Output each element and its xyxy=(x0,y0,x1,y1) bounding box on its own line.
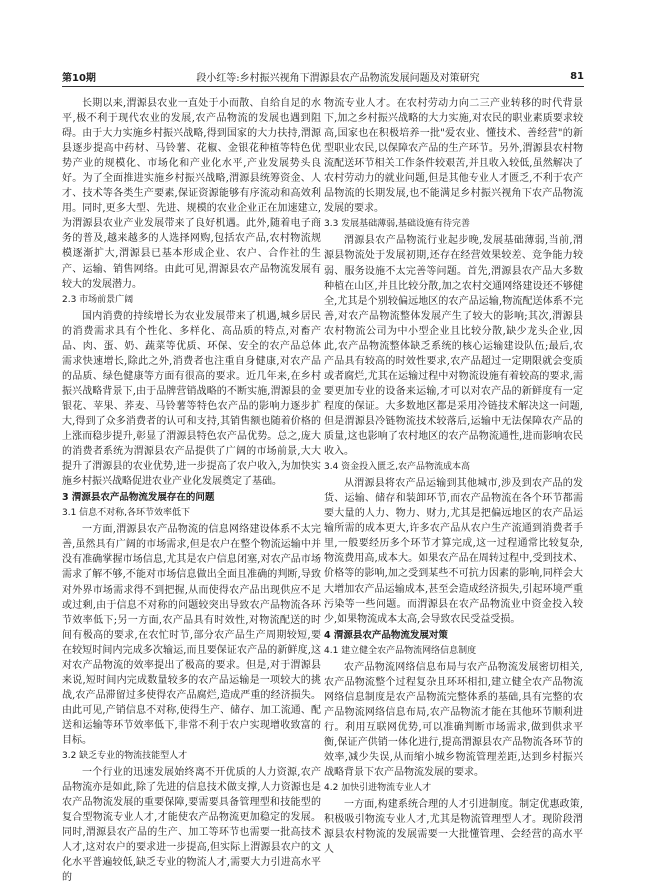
section-heading-3-3: 3.3 发展基础薄弱,基础设施有待完善 xyxy=(324,219,471,230)
section-heading-3-1: 3.1 信息不对称,各环节效率低下 xyxy=(62,508,191,519)
header-rule xyxy=(62,86,584,87)
paragraph: 物流专业人才。在农村劳动力向二三产业转移的时代背景下,加之乡村振兴战略的大力实施,对农民的职业素质要求较高,国家也在积极培养一批"爱农业、懂技术、善经营"的新型职业农民,以保障农产品的生产环节。另外,渭源县农村物流配送环节相关工作条件较艰苦,并且收入较低,虽然解决了农村劳动力的就业问题,但是其他专业人才匮乏,不利于农产品物流的长期发展,也不能满足乡村振兴视角下农产品物流发展的要求。 xyxy=(324,98,583,215)
issue-number: 第10期 xyxy=(62,72,96,84)
section-heading-3-2: 3.2 缺乏专业的物流技能型人才 xyxy=(62,751,188,762)
paragraph: 从渭源县将农产品运输到其他城市,涉及到农产品的发货、运输、储存和装卸环节,而农产品物流在各个环节都需要大量的人力、物力、财力,尤其是把偏远地区的农产品运输所需的成本更大,许多农产品从农户生产流通到消费者手里,一般要经历多个环节才算完成,这一过程通常比较复杂,物流费用高,成本大。如果农产品在周转过程中,受到技术、价格等的影响,加之受到某些不可抗力因素的影响,同样会大大增加农产品运输成本,甚至会造成经济损失,引起环境严重污染等一些问题。而渭源县在农产品物流业中资金投入较少,如果物流成本太高,会导致农民受益受损。 xyxy=(324,478,583,625)
running-header xyxy=(62,68,584,84)
right-column xyxy=(324,96,583,866)
section-heading-3-4: 3.4 资金投入匮乏,农产品物流成本高 xyxy=(324,462,471,473)
section-heading-4-1: 4.1 建立健全农产品物流网络信息制度 xyxy=(324,645,477,656)
left-column xyxy=(62,96,321,884)
page-number: 81 xyxy=(570,70,584,82)
running-title: 段小红等:乡村振兴视角下渭源县农产品物流发展问题及对策研究 xyxy=(196,72,480,84)
paragraph: 长期以来,渭源县农业一直处于小而散、自给自足的水平,极不利于现代农业的发展,农产品物流的发展也遇到阻碍。由于大力实施乡村振兴战略,得到国家的大力扶持,渭源县逐步提高中药材、马铃薯、花椒、金银花种植等特色优势产业的规模化、市场化和产业化水平,产业发展势头良好。为了全面推进实施乡村振兴战略,渭源县统筹资金、人才、技术等各类生产要素,保证资源能够有序流动和高效利用。同时,更多大型、先进、规模的农业企业正在加速建立,为渭源县农业产业发展带来了良好机遇。此外,随着电子商务的普及,越来越多的人选择网购,包括农产品,农村物流规模逐渐扩大,渭源县已基本形成企业、农户、合作社的生产、运输、销售网络。由此可见,渭源县农产品物流发展有较大的发展潜力。 xyxy=(62,98,321,290)
paragraph: 一方面,构建系统合理的人才引进制度。制定优惠政策,积极吸引物流专业人才,尤其是物流管理型人才。现阶段渭源县农村物流的发展需要一大批懂管理、会经营的高水平人 xyxy=(324,799,583,856)
section-heading-2-3: 2.3 市场前景广阔 xyxy=(62,294,134,305)
paragraph: 一方面,渭源县农产品物流的信息网络建设体系不太完善,虽然具有广阔的市场需求,但是农户在整个物流运输中并没有准确掌握市场信息,尤其是农户信息闭塞,对农产品市场需求了解不够,不能对市场信息做出全面且准确的判断,导致对外界市场需求得不到把握,从而使得农产品出现供应不足或过剩,由于信息不对称的问题较突出导致农产品物流各环节效率低下;另一方面,农产品具有时效性,对物流配送的时间有极高的要求,在农忙时节,部分农产品生产周期较短,要在较短时间内完成多次输运,而且要保证农产品的新鲜度,这对农产品物流的效率提出了极高的要求。但是,对于渭源县来说,短时间内完成数量较多的农产品运输是一项较大的挑战,农产品滞留过多使得农产品腐烂,造成严重的经济损失。由此可见,产销信息不对称,使得生产、储存、加工流通、配送和运输等环节效率低下,非常不利于农户实现增收致富的目标。 xyxy=(62,524,321,746)
section-heading-4: 4 渭源县农产品物流发展对策 xyxy=(324,629,448,641)
paragraph: 一个行业的迅速发展始终离不开优质的人力资源,农产品物流亦是如此,除了先进的信息技术做支撑,人力资源也是农产品物流发展的重要保障,要需要具备管理型和技能型的复合型物流专业人才,才能使农产品物流更加稳定的发展。同时,渭源县农产品的生产、加工等环节也需要一批高技术人才,这对农户的要求进一步提高,但实际上渭源县农户的文化水平普遍较低,缺乏专业的物流人才,需要大力引进高水平的 xyxy=(62,767,321,884)
paragraph: 农产品物流网络信息布局与农产品物流发展密切相关,农产品物流整个过程复杂且环环相扣,建立健全农产品物流网络信息制度是农产品物流完整体系的基础,具有完整的农产品物流网络信息布局,农产品物流才能在其他环节顺利进行。利用互联网优势,可以准确判断市场需求,做到供求平衡,保证产供销一体化进行,提高渭源县农产品物流各环节的效率,减少失误,从而缩小城乡物流管理差距,达到乡村振兴战略背景下农产品物流发展的要求。 xyxy=(324,661,583,779)
section-heading-3: 3 渭源县农产品物流发展存在的问题 xyxy=(62,492,215,504)
section-heading-4-2: 4.2 加快引进物流专业人才 xyxy=(324,783,432,794)
paragraph: 国内消费的持续增长为农业发展带来了机遇,城乡居民的消费需求具有个性化、多样化、高品质的特点,对畜产品、肉、蛋、奶、蔬菜等优质、环保、安全的农产品总体需求快速增长,除此之外,消费者也注重自身健康,对农产品的品质、绿色健康等方面有很高的要求。近几年来,在乡村振兴战略背景下,由于品牌营销战略的不断实施,渭源县的金银花、苹果、荞麦、马铃薯等特色农产品的影响力逐步扩大,得到了众多消费者的认可和支持,其销售额也随着价格的上涨而稳步提升,彰显了渭源县特色农产品优势。总之,庞大的消费者系统为渭源县农产品提供了广阔的市场前景,大大提升了渭源县的农业优势,进一步提高了农户收入,为加快实施乡村振兴战略促进农业产业化发展奠定了基础。 xyxy=(62,310,321,488)
paragraph: 渭源县农产品物流行业起步晚,发展基础薄弱,当前,渭源县物流处于发展初期,还存在经营效果较差、竞争能力较弱、服务设施不太完善等问题。首先,渭源县农产品大多数种植在山区,并且比较分散,加之农村交通网络建设还不够健全,尤其是个别较偏远地区的农产品运输,物流配送体系不完善,对农产品物流整体发展产生了较大的影响;其次,渭源县农村物流公司为中小型企业且比较分散,缺少龙头企业,因此,农产品物流整体缺乏系统的核心运输建设队伍;最后,农产品具有较高的时效性要求,农产品超过一定期限就会变质或者腐烂,尤其在运输过程中对物流设施有着较高的要求,需要更加专业的设备来运输,才可以对农产品的新鲜度有一定程度的保证。大多数地区都是采用冷链技术解决这一问题,但是渭源县冷链物流技术较落后,运输中无法保障农产品的质量,这也影响了农村地区的农产品物流通性,进而影响农民收入。 xyxy=(324,235,583,458)
